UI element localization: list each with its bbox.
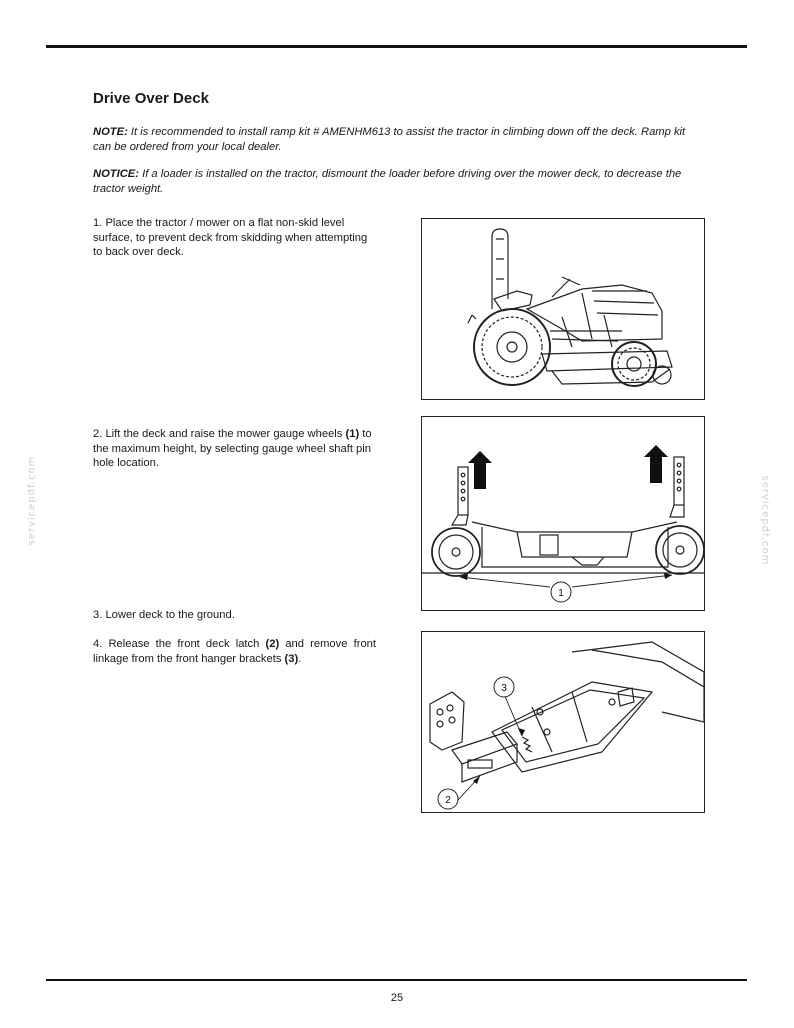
bottom-rule	[46, 979, 747, 981]
watermark-right: servicepdf.com	[759, 475, 771, 566]
step-1-text: 1. Place the tractor / mower on a flat non-skid level surface, to prevent deck from skidding when attempting to back over deck.	[93, 217, 368, 258]
step-4-part-c: .	[298, 652, 302, 665]
top-rule	[46, 45, 747, 48]
step-2-part-a: 2. Lift the deck and raise the mower gauge wheels	[93, 428, 346, 440]
step-4-text	[93, 637, 376, 666]
front-latch-illustration	[421, 631, 705, 813]
step-2-text	[93, 427, 376, 471]
page-number: 25	[390, 992, 404, 1004]
note-text: It is recommended to install ramp kit # AMENHM613 to assist the tractor in climbing down off the deck. Ramp kit can be ordered from your local dealer.	[93, 126, 686, 153]
step-4-ref-latch: (2)	[265, 638, 280, 650]
step-4-ref-brackets: (3)	[284, 652, 299, 665]
callout-2: 2	[445, 795, 451, 806]
step-2-part-b: to the maximum height, by selecting gauge wheel shaft pin hole location.	[93, 428, 372, 469]
notice-paragraph	[93, 167, 705, 196]
notice-label: NOTICE:	[93, 168, 139, 180]
step-4-part-a: 4. Release the front deck latch	[93, 638, 266, 650]
note-label: NOTE:	[93, 126, 128, 138]
callout-1: 1	[558, 588, 564, 599]
tractor-illustration	[421, 218, 705, 400]
step-4-part-b: and remove front linkage from the front hanger brackets	[93, 638, 376, 665]
gauge-wheels-illustration	[421, 416, 705, 611]
notice-text: If a loader is installed on the tractor, dismount the loader before driving over the mower deck, to decrease the tractor weight.	[93, 168, 682, 195]
section-heading: Drive Over Deck	[93, 90, 209, 107]
note-paragraph	[93, 125, 705, 154]
callout-3: 3	[501, 683, 507, 694]
step-2-ref: (1)	[345, 428, 360, 440]
step-3-text: 3. Lower deck to the ground.	[93, 609, 235, 621]
watermark-left: servicepdf.com	[26, 455, 38, 546]
